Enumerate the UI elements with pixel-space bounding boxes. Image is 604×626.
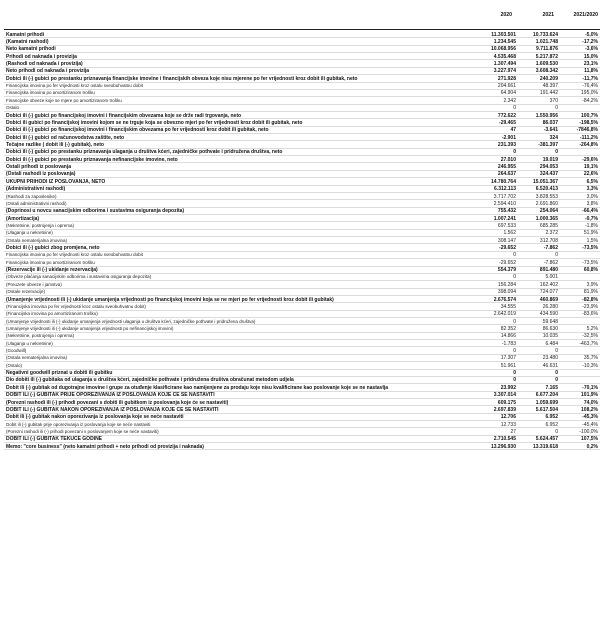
table-row (4, 436, 600, 443)
table-row (4, 90, 600, 97)
value-2021: 1.059.699 (535, 399, 558, 406)
table-row (4, 171, 600, 178)
value-2020: 0 (513, 377, 516, 384)
table-row (4, 186, 600, 193)
value-2020: 17.307 (500, 355, 516, 362)
value-2021: 48.397 (542, 83, 558, 90)
value-change: 5,2% (586, 325, 598, 332)
table-row (4, 377, 600, 384)
table-row (4, 303, 600, 310)
value-2020: 3.717.702 (493, 193, 516, 200)
value-2020: 4.535.468 (493, 53, 516, 60)
value-2020: 0 (513, 348, 516, 355)
value-2021: 6.520.413 (535, 186, 558, 193)
row-label: Dobici ili (-) gubici po financijskoj imovini i financijskim obvezama koje se drže radi trgovanja, neto (6, 112, 242, 119)
value-2020: 246.955 (497, 164, 516, 171)
table-row (4, 362, 600, 369)
table-row (4, 119, 600, 126)
value-2021: 0 (555, 105, 558, 112)
value-change: -45,3% (582, 414, 598, 421)
value-change: -0,7% (584, 215, 598, 222)
table-row (4, 208, 600, 215)
value-2021: 9.711.876 (536, 46, 558, 53)
value-2020: -29.465 (499, 119, 516, 126)
value-change: 100,7% (581, 112, 598, 119)
value-change: 35,7% (583, 355, 598, 362)
row-label: Tečajne razlike ( dobit ili (-) gubitak), neto (6, 141, 104, 148)
value-2020: 231.393 (497, 141, 516, 148)
value-2020: 14.780.764 (490, 178, 516, 185)
row-label: (Nekretnine, postrojenja i oprema) (6, 222, 75, 228)
value-2021: 13.319.618 (532, 443, 558, 450)
value-2021: 6.952 (545, 414, 558, 421)
row-label: Neto kamatni prihodi (6, 46, 56, 53)
value-change: 0,2% (586, 443, 598, 450)
table-row (4, 428, 600, 435)
value-change: -7846,8% (576, 127, 598, 134)
value-change: -66,4% (582, 208, 598, 215)
row-label: Dobici ili (-) gubici po financijskoj imovini i financijskim obvezama po fer vrijednosti kroz dobit ili gubitak, neto (6, 127, 269, 134)
value-change: -70,1% (582, 384, 598, 391)
row-label: (Ostala nematerijalna imovina) (6, 355, 68, 361)
table-header (0, 12, 604, 24)
table-row (4, 134, 600, 141)
value-2021: 1.021.748 (535, 38, 558, 45)
table-row (4, 38, 600, 45)
value-2020: 772.622 (497, 112, 516, 119)
table-row (4, 370, 600, 377)
value-2020: 0 (513, 149, 516, 156)
value-change: 15,0% (583, 53, 598, 60)
row-label: Dobici ili (-) gubici po prestanku priznavanja financijske imovine i financijskih obveza koje nisu mjerene po fer vrijednosti kroz dobit ili gubitak, neto (6, 75, 358, 82)
value-change: -100,0% (579, 429, 598, 435)
value-2020: -29.652 (499, 245, 516, 252)
table-row (4, 222, 600, 229)
row-label: (Kamatni rashodi) (6, 38, 49, 45)
value-change: 3,0% (586, 193, 598, 200)
table-row (4, 355, 600, 362)
row-label: (Doprinosi u novcu sanacijskim odborima i sustavima osiguranja depozita) (6, 208, 185, 215)
row-label: (Financijska imovina po fer vrijednosti kroz ostalu sveobuhvatnu dobit) (6, 303, 146, 309)
value-2021: -3.641 (543, 127, 558, 134)
value-change: -29,6% (582, 156, 598, 163)
value-change: 195,0% (581, 90, 598, 97)
table-row (4, 105, 600, 112)
value-2021: 891.480 (539, 267, 558, 274)
row-label: (Rashodi za zaposlenike) (6, 193, 57, 199)
table-row (4, 252, 600, 259)
value-2021: -381.397 (538, 141, 558, 148)
value-change: 11,8% (584, 68, 598, 75)
table-row (4, 200, 600, 207)
value-2020: 609.175 (497, 399, 516, 406)
value-2021: 59.648 (542, 318, 558, 325)
value-2021: 0 (555, 429, 558, 435)
value-change: -1,8% (584, 222, 598, 229)
row-label: (Ostale rezervacije) (6, 289, 46, 295)
value-2021: 0 (555, 348, 558, 355)
value-2020: 755.432 (497, 208, 516, 215)
table-row (4, 406, 600, 413)
value-change: 3,3% (586, 186, 598, 193)
value-2021: 6.952 (545, 421, 558, 428)
value-change: -76,4% (582, 83, 598, 90)
table-row (4, 296, 600, 303)
column-header-change: 2021/2020 (573, 12, 598, 18)
value-2021: 0 (555, 377, 558, 384)
table-row (4, 311, 600, 318)
value-change: -84,2% (582, 97, 598, 104)
row-label: DOBIT ILI (-) GUBITAK TEKUĆE GODINE (6, 436, 103, 443)
value-2021: 5.624.457 (535, 436, 558, 443)
value-2021: 1.000.365 (535, 215, 558, 222)
row-label: (Financijska imovina po amortiziranom trošku) (6, 311, 98, 317)
value-2020: 2.697.839 (493, 406, 516, 413)
table-row (4, 384, 600, 391)
value-2020: 1.234.545 (493, 38, 516, 45)
value-change: -45,4% (582, 421, 598, 428)
row-label: Financijska imovina po fer vrijednosti kroz ostalu sveobuhvatnu dobit (6, 252, 143, 258)
table-row (4, 141, 600, 148)
table-row (4, 274, 600, 281)
value-2021: 294.053 (539, 164, 558, 171)
value-change: -73,5% (582, 259, 598, 266)
row-label: (Ostalo) (6, 362, 23, 368)
value-change: 81,9% (583, 289, 598, 296)
row-label: (Umanjenje vrijednosti ili (-) ukidanje umanjenja vrijednosti po nefinancijskoj imovini) (6, 325, 174, 331)
value-2021: 1.609.530 (535, 61, 558, 68)
value-2020: 0 (513, 370, 516, 377)
value-change: -82,8% (582, 296, 598, 303)
value-2021: 6.677.204 (535, 392, 558, 399)
value-2021: 0 (555, 252, 558, 259)
value-2020: 10.068.956 (490, 46, 516, 53)
value-2020: 2.676.574 (493, 296, 516, 303)
row-label: Prihodi od naknada i provizija (6, 53, 77, 60)
row-label: Dobit ili (-) gubitak prije oporezivanja iz poslovanja koje se neće nastaviti (6, 421, 151, 427)
value-2020: 27 (510, 429, 516, 435)
row-label: Kamatni prihodi (6, 31, 45, 38)
table-row (4, 237, 600, 244)
row-label: (Umanjenje vrijednosti ili (-) ukidanje umanjenja vrijednosti ulaganja u društva kćeri, zajedničke pothvate i pridružena društva) (6, 318, 256, 324)
value-change: -111,2% (579, 134, 598, 141)
row-label: DOBIT ILI (-) GUBITAK NAKON OPOREZIVANJA IZ POSLOVANJA KOJE ĆE SE NASTAVITI (6, 406, 219, 413)
row-label: Financijske obveze koje se mjere po amortiziranom trošku (6, 97, 122, 103)
value-2021: 685.285 (539, 222, 558, 229)
column-header-2020: 2020 (500, 12, 512, 18)
table-row (4, 127, 600, 134)
value-2021: 6.484 (545, 340, 558, 347)
value-2020: 398.094 (497, 289, 516, 296)
value-2020: 554.379 (497, 267, 516, 274)
row-label: Dio dobiti ili (-) gubitaka od ulaganja u društva kćeri, zajedničke pothvate i pridružena društva obračunat metodom udjela (6, 377, 294, 384)
value-2021: 23.480 (542, 355, 558, 362)
value-2021: -7.862 (543, 245, 558, 252)
value-change: 22,6% (583, 171, 598, 178)
row-label: (Ostali rashodi iz poslovanja) (6, 171, 76, 178)
value-2020: 2.642.019 (493, 311, 516, 318)
value-2020: 12.733 (500, 421, 516, 428)
value-2020: 204.661 (497, 83, 516, 90)
value-change: -3,6% (584, 46, 598, 53)
table-row (4, 178, 600, 185)
row-label: Memo: "core business" (neto kamatni prihodi + neto prihodi od provizija i naknada) (6, 443, 204, 450)
value-change: 3,8% (586, 200, 598, 207)
value-2021: 2.691.860 (535, 200, 558, 207)
value-2021: 312.708 (539, 237, 558, 244)
table-row (4, 347, 600, 354)
table-row (4, 421, 600, 428)
value-2021: 26.280 (542, 303, 558, 310)
header-divider (4, 29, 600, 30)
value-2021: 324 (549, 134, 558, 141)
value-change: -83,6% (582, 311, 598, 318)
value-2020: 0 (513, 105, 516, 112)
value-2021: 5.217.872 (535, 53, 558, 60)
value-2021: 3.608.342 (535, 68, 558, 75)
value-2020: 1.007.241 (493, 215, 516, 222)
table-row (4, 75, 600, 82)
value-change: 6,5% (586, 178, 598, 185)
value-2020: 271.928 (497, 75, 516, 82)
row-label: (Porezni rashodi ili (-) prihodi povezani s dobiti ili gubitkom iz poslovanja koje će se nastaviti) (6, 399, 229, 406)
row-label: Dobici ili (-) gubici od računovodstva zaštite, neto (6, 134, 125, 141)
value-change: -11,7% (582, 75, 598, 82)
value-2021: 0 (555, 149, 558, 156)
value-2020: 2.594.410 (493, 200, 516, 207)
value-2021: 19.019 (542, 156, 558, 163)
table-row (4, 97, 600, 104)
value-2021: -7.862 (543, 259, 558, 266)
row-label: Dobit ili (-) gubitak od dugotrajne imovine i grupe za otuđenje klasificirane kao namijenjene za prodaju koje nisu kvalificirane kao poslovanje koje se ne nastavlja (6, 384, 389, 391)
value-change: -5,0% (584, 31, 598, 38)
value-change: -463,7% (579, 340, 598, 347)
table-row (4, 163, 600, 170)
row-label: (Obveze plaćanja sanacijskim odborima i sustavima osiguranja depozita) (6, 274, 152, 280)
value-2020: -29.652 (499, 259, 516, 266)
value-2020: -1.783 (501, 340, 516, 347)
value-2021: 86.037 (542, 119, 558, 126)
value-change: 60,8% (583, 267, 598, 274)
value-change: 101,9% (581, 392, 598, 399)
row-label: Dobici ili (-) gubici zbog promjena, neto (6, 245, 100, 252)
table-row (4, 149, 600, 156)
value-2021: 7.165 (545, 384, 558, 391)
value-2020: 0 (513, 274, 516, 281)
value-2020: 51.961 (500, 362, 516, 369)
value-2021: 86.630 (542, 325, 558, 332)
value-2020: 13.296.930 (490, 443, 516, 450)
row-label: (Porezni rashodi ili (-) prihodi povezani s poslovanjem koje se neće nastaviti) (6, 429, 159, 434)
table-row (4, 318, 600, 325)
value-2020: 0 (513, 318, 516, 325)
row-label: (Goodwill) (6, 348, 27, 354)
value-2020: 308.147 (497, 237, 516, 244)
row-label: Ostalo (6, 105, 20, 111)
table-row (4, 443, 600, 450)
value-2021: 724.077 (539, 289, 558, 296)
row-label: (Ulaganja u nekretnine) (6, 340, 53, 346)
value-2021: 5.001 (545, 274, 558, 281)
table-row (4, 392, 600, 399)
value-change: 51,9% (583, 230, 598, 237)
row-label: Ostali prihodi iz poslovanja (6, 164, 72, 171)
table-row (4, 193, 600, 200)
row-label: (Amortizacija) (6, 215, 40, 222)
row-label: Dobici ili (-) gubici po prestanku priznavanja ulaganja u društva kćeri, zajedničke pothvate i pridružena društva, neto (6, 149, 283, 156)
row-label: Financijska imovina po amortiziranom trošku (6, 90, 95, 96)
value-2020: 12.706 (500, 414, 516, 421)
value-2021: 10.035 (542, 333, 558, 340)
value-change: 74,0% (583, 399, 598, 406)
value-2021: 460.869 (539, 296, 558, 303)
value-2020: 1.562 (503, 230, 516, 237)
value-2020: 2.710.545 (493, 436, 516, 443)
table-row (4, 340, 600, 347)
value-2021: 434.590 (539, 311, 558, 318)
table-row (4, 289, 600, 296)
value-2020: 14.866 (500, 333, 516, 340)
table-row (4, 414, 600, 421)
value-2021: 15.051.367 (532, 178, 558, 185)
row-label: (Umanjenje vrijednosti ili (-) ukidanje umanjenja vrijednosti po financijskoj imovini koja se ne mjeri po fer vrijednosti kroz dobit ili gubitak) (6, 296, 334, 303)
table-row (4, 230, 600, 237)
table-row (4, 215, 600, 222)
value-change: -17,2% (582, 38, 598, 45)
column-header-2021: 2021 (542, 12, 554, 18)
row-label: (Ulaganja u nekretnine) (6, 230, 53, 236)
value-2020: 0 (513, 252, 516, 259)
value-2021: 1.550.956 (535, 112, 558, 119)
value-change: -264,8% (579, 141, 598, 148)
table-row (4, 31, 600, 38)
value-2020: 6.312.113 (494, 186, 516, 193)
value-change: 19,1% (583, 164, 598, 171)
value-2020: 264.637 (497, 171, 516, 178)
row-label: Dobici ili gubici po financijskoj imovini kojom se ne trguje koja se obvezno mjeri po fer vrijednosti kroz dobit ili gubitak, neto (6, 119, 303, 126)
value-change: -10,3% (582, 362, 598, 369)
table-row (4, 112, 600, 119)
row-label: Negativni goodwill priznat u dobiti ili gubitku (6, 370, 113, 377)
value-2021: 191.442 (539, 90, 558, 97)
table-row (4, 325, 600, 332)
value-2020: 2.342 (503, 97, 516, 104)
table-row (4, 267, 600, 274)
value-2020: 3.307.014 (493, 392, 516, 399)
row-label: Financijska imovina po amortiziranom trošku (6, 259, 95, 265)
value-2020: 23.992 (500, 384, 516, 391)
row-label: (Rezervacije ili (-) ukidanje rezervacija) (6, 267, 98, 274)
value-2021: 162.402 (539, 281, 558, 288)
table-row (4, 53, 600, 60)
value-change: -73,5% (582, 245, 598, 252)
table-row (4, 83, 600, 90)
value-2021: 46.631 (542, 362, 558, 369)
value-2020: 34.555 (500, 303, 516, 310)
value-2021: 2.372 (545, 230, 558, 237)
row-label: DOBIT ILI (-) GUBITAK PRIJE OPOREZIVANJA IZ POSLOVANJA KOJE ĆE SE NASTAVITI (6, 392, 215, 399)
value-change: -32,5% (582, 333, 598, 340)
value-2020: 3.227.974 (493, 68, 516, 75)
table-row (4, 399, 600, 406)
value-2021: 254.064 (539, 208, 558, 215)
row-label: (Rashodi od naknada i provizija) (6, 61, 83, 68)
value-2021: 240.209 (539, 75, 558, 82)
table-row (4, 281, 600, 288)
row-label: Dobici ili (-) gubici po prestanku priznavanja nefinancijske imovine, neto (6, 156, 178, 163)
row-label: Neto prihodi od naknada i provizija (6, 68, 90, 75)
value-change: 3,9% (586, 281, 598, 288)
value-2020: 82.352 (500, 325, 516, 332)
value-2020: 156.284 (497, 281, 516, 288)
value-change: -23,9% (582, 303, 598, 310)
row-label: (Ostala nematerijalna imovina) (6, 237, 68, 243)
row-label: (Ostali administrativni rashodi) (6, 200, 67, 206)
value-change: -198,5% (579, 119, 598, 126)
row-label: (Preuzete obveze i jamstva) (6, 281, 62, 287)
table-row (4, 68, 600, 75)
value-2020: 697.533 (497, 222, 516, 229)
row-label: Financijska imovina po fer vrijednosti kroz ostalu sveobuhvatnu dobit (6, 83, 143, 89)
value-2021: 370 (549, 97, 558, 104)
row-label: (Administrativni rashodi) (6, 186, 66, 193)
value-2020: 64.904 (500, 90, 516, 97)
table-row (4, 333, 600, 340)
table-row (4, 156, 600, 163)
value-2021: 324.437 (539, 171, 558, 178)
table-body (4, 31, 600, 450)
value-change: 23,1% (583, 61, 598, 68)
row-label: (Nekretnine, postrojenja i oprema) (6, 333, 75, 339)
value-change: 108,2% (581, 406, 598, 413)
value-2020: 1.307.494 (493, 61, 516, 68)
value-change: 107,5% (581, 436, 598, 443)
value-2020: 27.010 (500, 156, 516, 163)
table-row (4, 259, 600, 266)
table-row (4, 244, 600, 251)
row-label: Dobit ili (-) gubitak nakon oporezivanja iz poslovanja koje se neće nastaviti (6, 414, 184, 421)
row-label: UKUPNI PRIHODI IZ POSLOVANJA, NETO (6, 178, 106, 185)
table-row (4, 46, 600, 53)
table-row (4, 60, 600, 67)
value-change: 1,5% (586, 237, 598, 244)
value-2020: 11.303.501 (491, 31, 516, 38)
value-2020: -2.901 (501, 134, 516, 141)
value-2021: 0 (555, 370, 558, 377)
value-2020: 47 (510, 127, 516, 134)
value-2021: 10.733.624 (532, 31, 558, 38)
value-2021: 3.828.553 (535, 193, 558, 200)
value-2021: 5.617.504 (535, 406, 558, 413)
